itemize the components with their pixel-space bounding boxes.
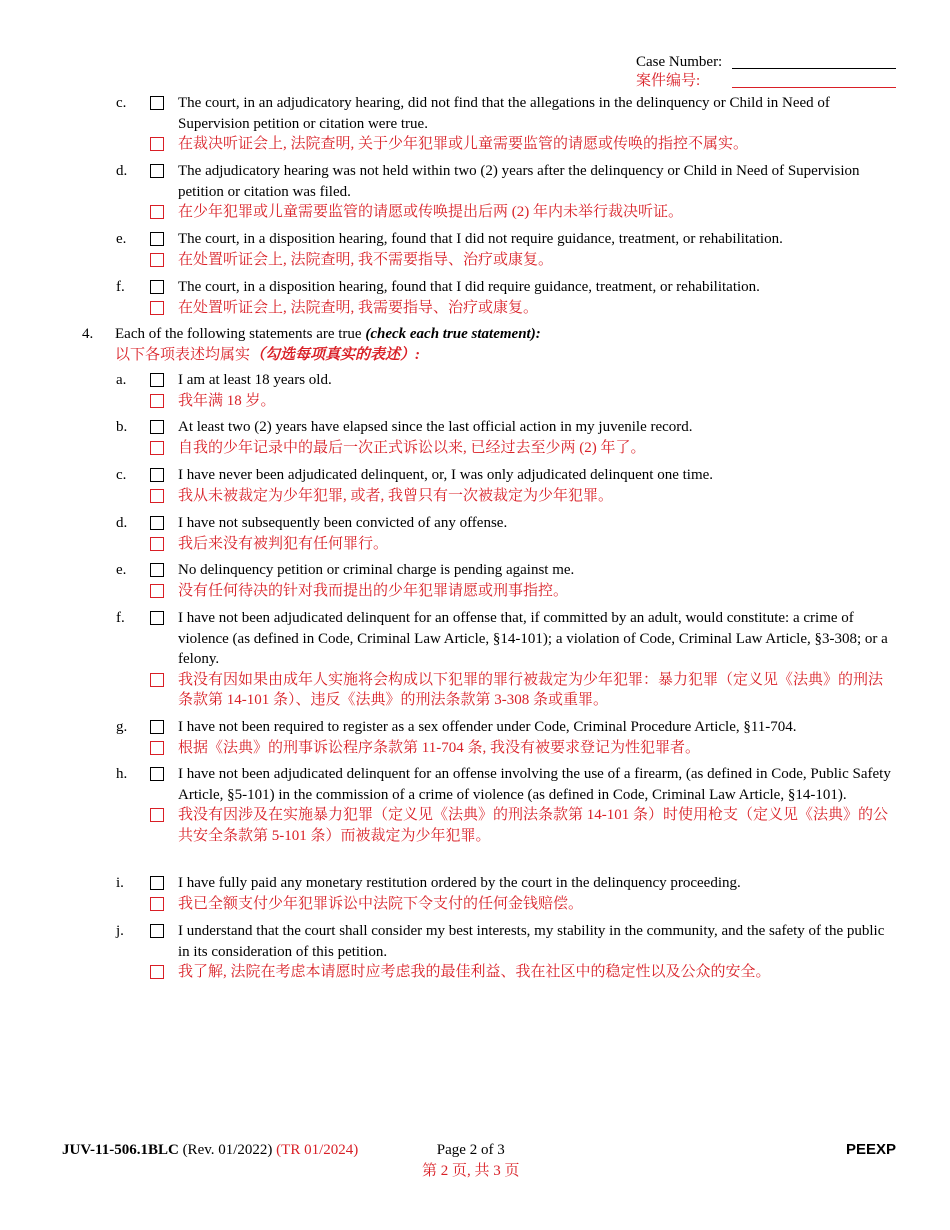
checkbox-cn[interactable] [150,584,164,598]
item-letter: j. [116,923,124,939]
page-footer [62,1140,896,1180]
s4-item-h [116,764,896,846]
item-text-en: I have not subsequently been convicted of any offense. [178,513,896,534]
item-text-en: No delinquency petition or criminal charge is pending against me. [178,560,896,581]
s4-item-a [116,370,896,411]
case-number-block [636,52,896,90]
s4-item-f [116,608,896,711]
checkbox[interactable] [150,232,164,246]
item-text-en: I have never been adjudicated delinquent, or, I was only adjudicated delinquent one time. [178,465,896,486]
checkbox-cn[interactable] [150,673,164,687]
item-letter: c. [116,467,127,483]
case-number-row-cn [636,71,896,90]
checkbox-cn[interactable] [150,808,164,822]
item-text-cn: 我没有因如果由成年人实施将会构成以下犯罪的罪行被裁定为少年犯罪：暴力犯罪（定义见《法典》的刑法条款第 14-101 条）、违反《法典》的刑法条款第 3-308 条或重罪。 [178,670,896,711]
checkbox-cn[interactable] [150,489,164,503]
item-text-en: I have not been adjudicated delinquent for an offense involving the use of a firearm, (as defined in Code, Public Safety Article, §5-101) in the commission of a crime of violence (as defined in Code, Criminal Law Article, §14-101). [178,764,896,805]
checkbox[interactable] [150,611,164,625]
section-number: 4. [82,326,94,342]
checkbox[interactable] [150,767,164,781]
translation-revision: (TR 01/2024) [276,1142,359,1158]
case-number-label: Case Number: [636,54,723,70]
heading-en: Each of the following statements are true (check each true statement): [115,326,541,342]
item-letter: e. [116,562,127,578]
case-number-field[interactable] [732,68,896,69]
item-letter: f. [116,610,125,626]
checkbox[interactable] [150,280,164,294]
s4-item-g [116,717,896,758]
s3-item-f [116,277,896,318]
item-text-cn: 自我的少年记录中的最后一次正式诉讼以来, 已经过去至少两 (2) 年了。 [178,438,896,459]
item-text-en: I have not been required to register as a sex offender under Code, Criminal Procedure Article, §11-704. [178,717,896,738]
item-letter: d. [116,515,128,531]
item-letter: h. [116,766,128,782]
heading-cn-instruction: （勾选每项真实的表述）: [250,346,421,363]
item-text-cn: 在少年犯罪或儿童需要监管的请愿或传唤提出后两 (2) 年内未举行裁决听证。 [178,202,896,223]
case-number-label-cn: 案件编号: [636,73,701,89]
item-text-en: The court, in a disposition hearing, found that I did not require guidance, treatment, or rehabilitation. [178,229,896,250]
item-text-en: The adjudicatory hearing was not held within two (2) years after the delinquency or Child in Need of Supervision petition or citation was filed. [178,161,896,202]
s3-item-c [116,93,896,155]
form-identifier [62,1140,358,1161]
checkbox-cn[interactable] [150,441,164,455]
s4-item-c [116,465,896,506]
item-text-cn: 我了解, 法院在考虑本请愿时应考虑我的最佳利益、我在社区中的稳定性以及公众的安全。 [178,962,896,983]
item-text-en: I understand that the court shall consider my best interests, my stability in the community, and the safety of the public in its consideration of this petition. [178,921,896,962]
checkbox[interactable] [150,96,164,110]
s3-item-e [116,229,896,270]
item-text-cn: 在处置听证会上, 法院查明, 我需要指导、治疗或康复。 [178,298,896,319]
item-letter: g. [116,719,128,735]
checkbox-cn[interactable] [150,205,164,219]
case-number-row [636,52,896,71]
checkbox[interactable] [150,876,164,890]
checkbox[interactable] [150,516,164,530]
page-number-cn: 第 2 页, 共 3 页 [422,1162,520,1179]
item-text-en: I have fully paid any monetary restitution ordered by the court in the delinquency proceeding. [178,873,896,894]
item-text-cn: 在处置听证会上, 法院查明, 我不需要指导、治疗或康复。 [178,250,896,271]
form-code: PEEXP [845,1141,896,1158]
item-letter: f. [116,279,125,295]
item-text-cn: 我从未被裁定为少年犯罪, 或者, 我曾只有一次被裁定为少年犯罪。 [178,486,896,507]
item-text-cn: 没有任何待决的针对我而提出的少年犯罪请愿或刑事指控。 [178,581,896,602]
checkbox[interactable] [150,420,164,434]
checkbox-cn[interactable] [150,253,164,267]
item-text-cn: 我年满 18 岁。 [178,391,896,412]
checkbox[interactable] [150,468,164,482]
s4-item-j [116,921,896,983]
page-number [422,1140,520,1181]
item-text-cn: 我没有因涉及在实施暴力犯罪（定义见《法典》的刑法条款第 14-101 条）时使用枪支（定义见《法典》的公共安全条款第 5-101 条）而被裁定为少年犯罪。 [178,805,896,846]
s4-item-d [116,513,896,554]
item-text-cn: 根据《法典》的刑事诉讼程序条款第 11-704 条, 我没有被要求登记为性犯罪者。 [178,738,896,759]
checkbox[interactable] [150,373,164,387]
s4-item-b [116,417,896,458]
item-letter: d. [116,163,128,179]
form-id: JUV-11-506.1BLC [62,1142,179,1158]
item-letter: a. [116,372,127,388]
item-text-cn: 我已全额支付少年犯罪诉讼中法院下令支付的任何金钱赔偿。 [178,894,896,915]
checkbox-cn[interactable] [150,741,164,755]
checkbox[interactable] [150,924,164,938]
s4-item-i [116,873,896,914]
checkbox-cn[interactable] [150,301,164,315]
item-text-en: I have not been adjudicated delinquent for an offense that, if committed by an adult, would constitute: a crime of violence (as defined in Code, Criminal Law Article, §14-101); a violation of Code, Criminal Law Article, §3-308; or a felony. [178,608,896,670]
page-number-en: Page 2 of 3 [436,1142,505,1158]
item-text-cn: 我后来没有被判犯有任何罪行。 [178,534,896,555]
s4-item-e [116,560,896,601]
case-number-field-cn[interactable] [732,87,896,88]
checkbox[interactable] [150,164,164,178]
item-text-en: I am at least 18 years old. [178,370,896,391]
s3-item-d [116,161,896,223]
checkbox[interactable] [150,720,164,734]
item-text-cn: 在裁决听证会上, 法院查明, 关于少年犯罪或儿童需要监管的请愿或传唤的指控不属实。 [178,134,896,155]
item-letter: b. [116,419,128,435]
checkbox-cn[interactable] [150,137,164,151]
item-text-en: The court, in a disposition hearing, found that I did require guidance, treatment, or rehabilitation. [178,277,896,298]
checkbox-cn[interactable] [150,394,164,408]
checkbox-cn[interactable] [150,965,164,979]
section-4-heading [82,324,902,365]
item-letter: e. [116,231,127,247]
item-text-en: At least two (2) years have elapsed since the last official action in my juvenile record. [178,417,896,438]
heading-cn: 以下各项表述均属实（勾选每项真实的表述）: [115,346,421,363]
item-text-en: The court, in an adjudicatory hearing, did not find that the allegations in the delinquency or Child in Need of Supervision petition or citation were true. [178,93,896,134]
checkbox-cn[interactable] [150,537,164,551]
checkbox-cn[interactable] [150,897,164,911]
form-revision: (Rev. 01/2022) [182,1142,273,1158]
heading-en-instruction: (check each true statement): [365,326,541,342]
item-letter: c. [116,95,127,111]
item-letter: i. [116,875,124,891]
checkbox[interactable] [150,563,164,577]
